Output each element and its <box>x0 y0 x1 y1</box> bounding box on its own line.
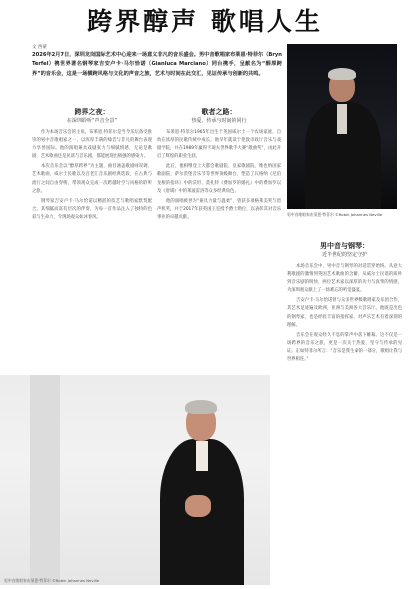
singer-portrait-photo <box>287 44 397 209</box>
byline: 文 西蒙 <box>32 45 47 50</box>
section-subtitle-2: 热爱、传承与时间的同行 <box>191 118 247 124</box>
section-body-2 <box>157 129 281 371</box>
section-subtitle-3: 近半世纪的坚定守护 <box>321 252 367 258</box>
section-subtitle-1: 在深圳聆听“声音全景” <box>66 118 118 124</box>
article-title: 跨界醇声 歌唱人生 <box>87 7 323 36</box>
singer-standing-photo <box>0 375 270 585</box>
section-body-1 <box>32 129 152 371</box>
photo-caption: 男中音歌唱家布莱恩·特菲尔 ©Robin Johannes Neville <box>287 212 383 217</box>
lead-paragraph: 2026年2月7日，深圳龙岗国际艺术中心迎来一场意义非凡的音乐盛会。男中音歌唱家布莱恩·特菲尔（Bryn Terfel）携世界著名钢琴家吉安卢卡·马尔恰诺（Gianluca Marciano）同台携手，呈献名为“醇厚跨界”的音乐会，这是一场横跨风格与文化的声音之旅，艺术与时间在此交汇，见证传承与创新的共鸣。 <box>32 52 282 77</box>
paragraph: 布莱恩·特菲尔1965年出生于英国威尔士一个农场家庭，自幼在浓厚的民歌传统中成长。他早年就读于伦敦市政厅音乐与戏剧学院，并在1989年赢得卡迪夫世界歌手大赛“歌曲奖”，由此开启了辉煌的职业生涯。 <box>157 130 281 160</box>
paragraph: 他的演唱被誉为“兼具力量与温柔”，曾获多项格莱美奖与留声机奖，并于2017年获英国王室授予爵士勋位，以表彰其对音乐事业的卓越贡献。 <box>157 198 281 220</box>
section-body-3 <box>287 263 402 581</box>
section-title-3: 男中音与钢琴： <box>320 242 369 250</box>
paragraph: 吉安卢卡·马尔恰诺曾与众多世界级歌唱家及乐团合作，其艺术足迹遍及欧洲、亚洲与美洲各大音乐厅。他既是出色的钢琴家，也是经验丰富的指挥家，对声乐艺术有着深刻的理解。 <box>287 298 402 328</box>
photo-caption: 男中音歌唱家布莱恩·特菲尔 ©Robin Johannes Neville <box>4 578 100 583</box>
section-title-1: 跨界之夜： <box>74 108 110 116</box>
paragraph: 本次音乐会以“醇厚跨界”为主题，曲目涵盖歌剧咏叹调、艺术歌曲、威尔士民歌以及百老汇音乐剧经典选段，在古典与流行之间自由穿梭，带领观众完成一次跨越时空与风格的聆听之旅。 <box>32 164 152 194</box>
paragraph: 本场音乐会中，男中音与钢琴的对话贯穿始终。从意大利歌剧的激情到英国艺术歌曲的含蓄，从威尔士民谣的质朴到音乐剧的明快，两位艺术家以深厚的功力与真挚的情感，为深圳观众献上了一场难忘的听觉盛宴。 <box>287 264 402 294</box>
paragraph: 此后，他相继登上大都会歌剧院、皇家歌剧院、维也纳国家歌剧院、萨尔茨堡音乐节等世界顶级舞台，塑造了瓦格纳《尼伯龙根的指环》中的沃坦、莫扎特《费加罗的婚礼》中的费加罗以及《唐璜》中的莱波雷洛等众多经典角色。 <box>157 164 281 194</box>
paragraph: 钢琴家吉安卢卡·马尔恰诺以精湛的技艺与歌唱家默契配合，其细腻而富有层次的伴奏，为每一首作品注入了独特的色彩与生命力，令现场观众如沐春风。 <box>32 198 152 220</box>
paragraph: 音乐会在观众经久不息的掌声中落下帷幕。这不仅是一场跨界的音乐之旅，更是一次关于热爱、坚守与传承的见证。正如特菲尔所言：“音乐是我生命的一部分，歌唱让我与世界相连。” <box>287 332 402 363</box>
paragraph: 作为本场音乐会的主角，布莱恩·特菲尔是当今乐坛备受推崇的男中音歌唱家之一，以浑厚丰满的嗓音与非凡的舞台表现力享誉国际。他的演唱兼具戏剧张力与细腻情感，无论是歌剧、艺术歌曲还是民谣与音乐剧，都能展现出极强的感染力。 <box>32 130 152 160</box>
section-title-2: 歌者之路： <box>201 108 237 116</box>
